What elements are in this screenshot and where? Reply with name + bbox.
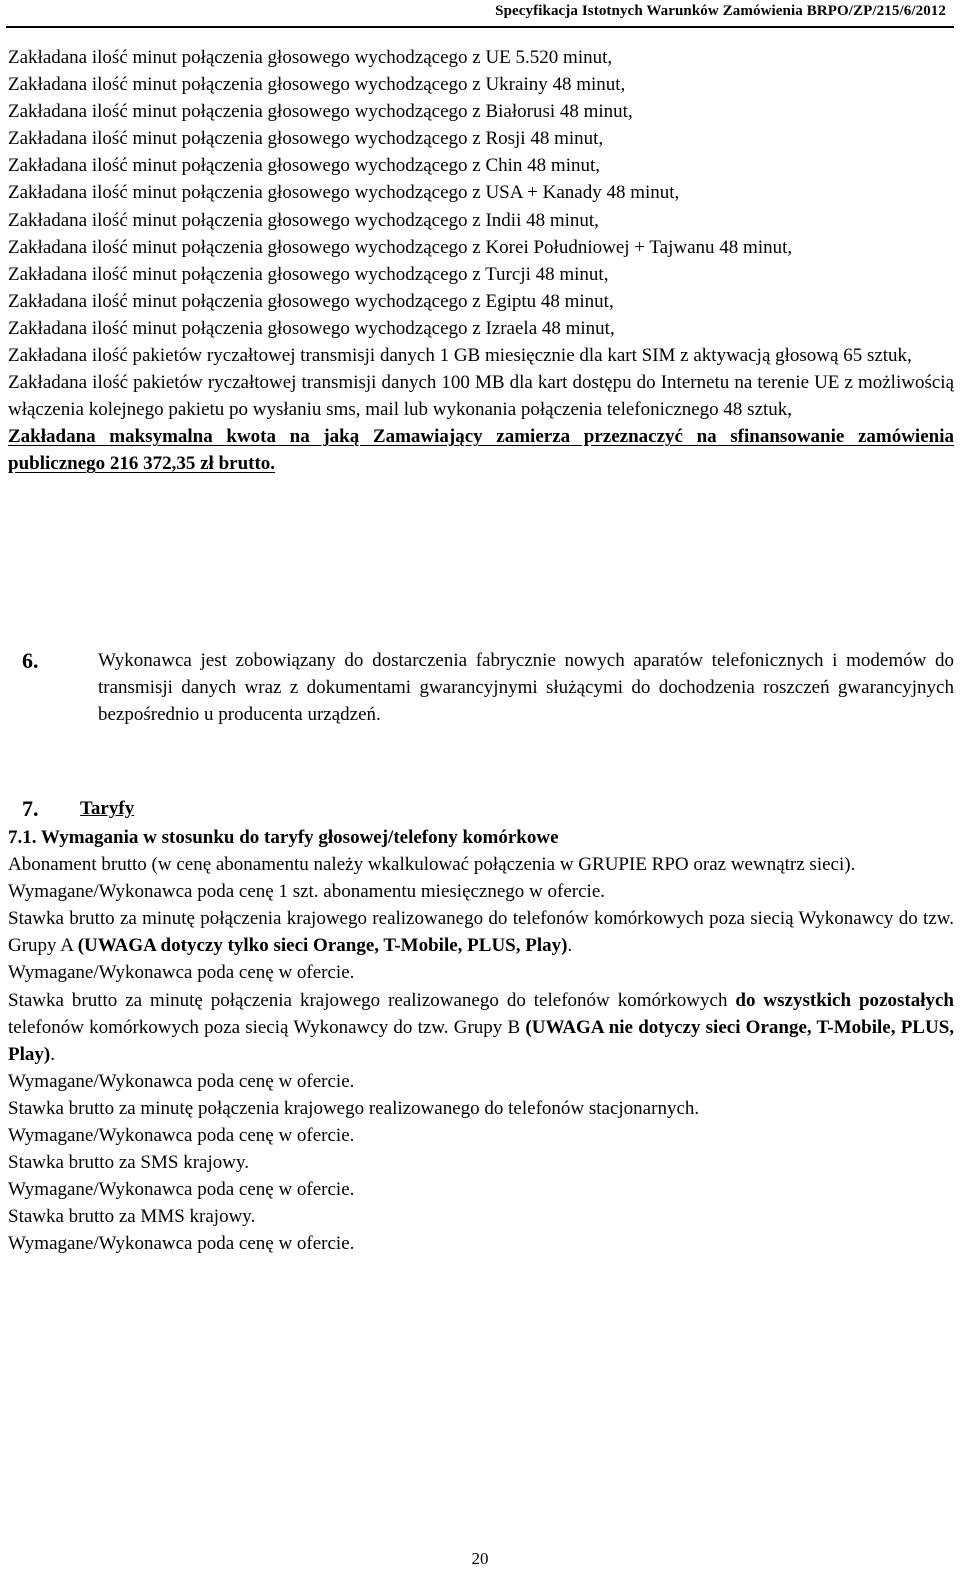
grupa-b-bold: do wszystkich pozostałych [735, 989, 954, 1011]
text-line: Zakładana ilość minut połączenia głosowego wychodzącego z Turcji 48 minut, [8, 263, 609, 285]
section-7-title: Taryfy [80, 798, 135, 819]
requirement-line: Wymagane/Wykonawca poda cenę 1 szt. abonamentu miesięcznego w ofercie. [8, 881, 606, 903]
text-line: Zakładana ilość minut połączenia głosowego wychodzącego z Ukrainy 48 minut, [8, 74, 626, 96]
section-6 [8, 647, 954, 728]
quantities-block [8, 44, 954, 478]
packages-100mb: Zakładana ilość pakietów ryczałtowej transmisji danych 100 MB dla kart dostępu do Internetu na terenie UE z możliwością włączenia kolejnego pakietu po wysłaniu sms, mail lub wykonania połączenia telefonicznego 48 sztuk, [8, 372, 954, 421]
subsection-7-1-number: 7.1. [8, 827, 37, 848]
page-header [0, 0, 960, 27]
subsection-7-1-title: Wymagania w stosunku do taryfy głosowej/telefony komórkowe [40, 827, 559, 848]
stacjonarne-text: Stawka brutto za minutę połączenia krajowego realizowanego do telefonów stacjonarnych. [8, 1097, 700, 1119]
header-title: Specyfikacja Istotnych Warunków Zamówienia BRPO/ZP/215/6/2012 [495, 3, 946, 19]
requirement-line: Wymagane/Wykonawca poda cenę w ofercie. [8, 1233, 355, 1255]
text-line: Zakładana ilość minut połączenia głosowego wychodzącego z Rosji 48 minut, [8, 128, 604, 150]
abonament-text: Abonament brutto (w cenę abonamentu należy wkalkulować połączenia w GRUPIE RPO oraz wewnątrz sieci). [8, 854, 856, 876]
text-line: Zakładana ilość minut połączenia głosowego wychodzącego z Indii 48 minut, [8, 209, 599, 231]
mms-text: Stawka brutto za MMS krajowy. [8, 1206, 256, 1228]
grupa-b-text-2: telefonów komórkowych poza siecią Wykonawcy do tzw. Grupy B [8, 1016, 521, 1038]
max-amount: Zakładana maksymalna kwota na jaką Zamawiający zamierza przeznaczyć na sfinansowanie zamówienia publicznego 216 372,35 zł brutto. [8, 426, 954, 475]
page-number: 20 [471, 1549, 489, 1568]
text-line: Zakładana ilość minut połączenia głosowego wychodzącego z Białorusi 48 minut, [8, 101, 633, 123]
requirement-line: Wymagane/Wykonawca poda cenę w ofercie. [8, 962, 355, 984]
section-7 [8, 794, 954, 1258]
grupa-a-end: . [567, 935, 573, 957]
packages-1gb: Zakładana ilość pakietów ryczałtowej transmisji danych 1 GB miesięcznie dla kart SIM z aktywacją głosową 65 sztuk, [8, 345, 912, 367]
grupa-b-note: (UWAGA nie dotyczy sieci Orange, T-Mobile, PLUS, Play) [8, 1016, 955, 1065]
header-rule [6, 26, 954, 28]
requirement-line: Wymagane/Wykonawca poda cenę w ofercie. [8, 1179, 355, 1201]
requirement-line: Wymagane/Wykonawca poda cenę w ofercie. [8, 1125, 355, 1147]
grupa-a-note: (UWAGA dotyczy tylko sieci Orange, T-Mobile, PLUS, Play) [77, 935, 568, 957]
text-line-korea: Zakładana ilość minut połączenia głosowego wychodzącego z Korei Południowej + Tajwanu 48 minut, [8, 236, 793, 258]
subsection-7-1-heading [8, 824, 954, 851]
grupa-a-text: Stawka brutto za minutę połączenia krajowego realizowanego do telefonów komórkowych poza siecią Wykonawcy do tzw. Grupy A [8, 908, 954, 957]
section-7-heading [8, 794, 954, 824]
grupa-b-end: . [50, 1043, 55, 1065]
section-6-number: 6. [22, 648, 39, 673]
grupa-b-text-1: Stawka brutto za minutę połączenia krajowego realizowanego do telefonów komórkowych [8, 989, 728, 1011]
requirement-line: Wymagane/Wykonawca poda cenę w ofercie. [8, 1070, 355, 1092]
section-7-number: 7. [22, 796, 39, 821]
text-line: Zakładana ilość minut połączenia głosowego wychodzącego z USA + Kanady 48 minut, [8, 182, 680, 204]
text-line: Zakładana ilość minut połączenia głosowego wychodzącego z UE 5.520 minut, [8, 47, 613, 68]
text-line: Zakładana ilość minut połączenia głosowego wychodzącego z Chin 48 minut, [8, 155, 600, 177]
text-line: Zakładana ilość minut połączenia głosowego wychodzącego z Izraela 48 minut, [8, 317, 615, 339]
sms-text: Stawka brutto za SMS krajowy. [8, 1152, 249, 1174]
section-6-text: Wykonawca jest zobowiązany do dostarczenia fabrycznie nowych aparatów telefonicznych i modemów do transmisji danych wraz z dokumentami gwarancyjnymi służącymi do dochodzenia roszczeń gwarancyjnych bezpośrednio u producenta urządzeń. [98, 650, 954, 726]
text-line: Zakładana ilość minut połączenia głosowego wychodzącego z Egiptu 48 minut, [8, 290, 614, 312]
grupa-a-paragraph [8, 905, 954, 959]
grupa-b-paragraph [8, 987, 954, 1068]
